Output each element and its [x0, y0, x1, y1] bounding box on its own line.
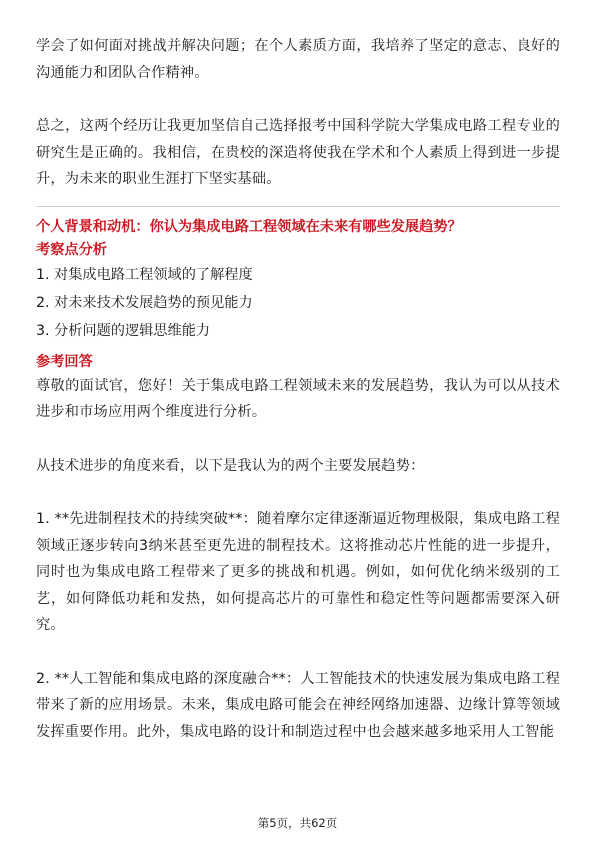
- analysis-point: 2. 对未来技术发展趋势的预见能力: [36, 294, 253, 311]
- answer-paragraph: 从技术进步的角度来看，以下是我认为的两个主要发展趋势：: [36, 457, 425, 474]
- paragraph-gap: [36, 86, 560, 113]
- answer-paragraph: 2. **人工智能和集成电路的深度融合**：人工智能技术的快速发展为集成电路工程带来了新的应用场景。未来，集成电路可能会在神经网络加速器、边缘计算等领域发挥重要作用。此外，集成电路的设计和制造过程中也会越来越多地采用人工智能: [36, 670, 560, 740]
- answer-title: 参考回答: [36, 353, 93, 370]
- page-footer: 第5页，共62页: [257, 816, 338, 830]
- paragraph-gap: [36, 639, 560, 666]
- analysis-point: 1. 对集成电路工程领域的了解程度: [36, 266, 253, 283]
- paragraph: 学会了如何面对挑战并解决问题；在个人素质方面，我培养了坚定的意志、良好的沟通能力和团队合作精神。: [36, 38, 560, 81]
- document-page: [36, 33, 560, 745]
- paragraph: 总之，这两个经历让我更加坚信自己选择报考中国科学院大学集成电路工程专业的研究生是正确的。我相信，在贵校的深造将使我在学术和个人素质上得到进一步提升，为未来的职业生涯打下坚实基础。: [36, 118, 560, 187]
- analysis-point: 3. 分析问题的逻辑思维能力: [36, 322, 211, 339]
- paragraph-gap: [36, 479, 560, 506]
- answer-paragraph: 尊敬的面试官，您好！关于集成电路工程领域未来的发展趋势，我认为可以从技术进步和市场应用两个维度进行分析。: [36, 377, 560, 420]
- answer-paragraph: 1. **先进制程技术的持续突破**：随着摩尔定律逐渐逼近物理极限，集成电路工程领域正逐步转向3纳米甚至更先进的制程技术。这将推动芯片性能的进一步提升，同时也为集成电路工程带来了更多的挑战和机遇。例如，如何优化纳米级别的工艺，如何降低功耗和发热，如何提高芯片的可靠性和稳定性等问题都需要深入研究。: [36, 511, 560, 633]
- question-heading: 个人背景和动机：你认为集成电路工程领域在未来有哪些发展趋势？: [36, 218, 462, 235]
- section-divider: [36, 206, 560, 207]
- paragraph-gap: [36, 426, 560, 453]
- analysis-title: 考察点分析: [36, 241, 107, 258]
